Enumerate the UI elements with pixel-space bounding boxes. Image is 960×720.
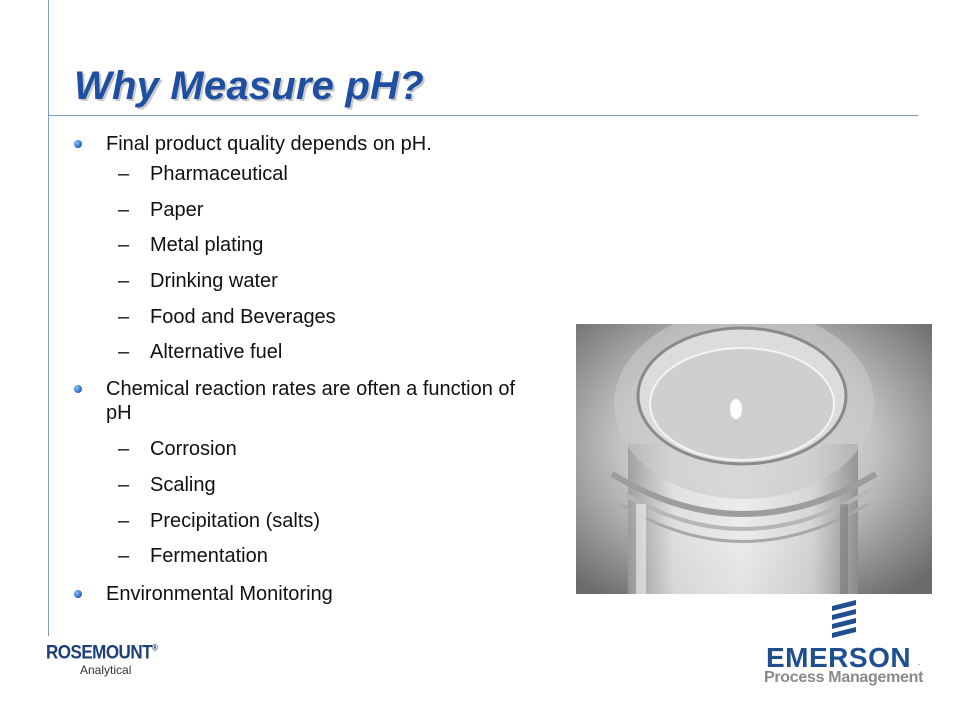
bullet-dot-icon: [74, 385, 82, 393]
sub-bullet-text: Food and Beverages: [150, 305, 336, 328]
sub-bullet-item: [70, 503, 530, 539]
bullet-text: Chemical reaction rates are often a function of pH: [106, 378, 516, 425]
sub-bullet-text: Pharmaceutical: [150, 163, 288, 185]
vertical-rule: [48, 0, 49, 636]
sub-bullet-text: Alternative fuel: [150, 341, 283, 364]
sub-bullet-item: [70, 431, 530, 467]
sub-bullet-text: Scaling: [150, 473, 216, 496]
dash-icon: –: [118, 341, 130, 364]
sub-bullet-item: [70, 334, 530, 370]
emerson-emblem-icon: [826, 598, 862, 642]
sub-bullet-item: [70, 156, 530, 192]
bullet-text: Environmental Monitoring: [106, 582, 333, 605]
sub-bullet-item: [70, 227, 530, 263]
emerson-wordmark: EMERSON: [766, 642, 912, 673]
sub-bullet-text: Paper: [150, 198, 204, 221]
bullet-item: [70, 132, 530, 156]
bullet-dot-icon: [74, 140, 82, 148]
rosemount-wordmark: ROSEMOUNT®: [46, 641, 158, 663]
rosemount-logo: [46, 641, 166, 677]
dash-icon: –: [118, 270, 130, 293]
dash-icon: –: [118, 545, 130, 568]
glass-vial-icon: [576, 324, 932, 594]
dash-icon: –: [118, 234, 130, 257]
emerson-subtitle: Process Management: [764, 669, 924, 686]
sub-bullet-text: Metal plating: [150, 234, 264, 257]
sub-bullet-text: Precipitation (salts): [150, 509, 321, 532]
page-title: Why Measure pH?: [74, 64, 424, 108]
bullet-text: Final product quality depends on pH.: [106, 133, 432, 155]
sub-bullet-text: Drinking water: [150, 270, 278, 293]
bullet-dot-icon: [74, 590, 82, 598]
bullet-list: [70, 128, 530, 606]
sub-bullet-text: Fermentation: [150, 545, 268, 568]
vial-photo: [576, 324, 932, 594]
rosemount-subtitle: Analytical: [80, 663, 132, 677]
bullet-item: [70, 582, 530, 606]
dash-icon: –: [118, 163, 130, 185]
title-underline: [48, 115, 918, 116]
sub-bullet-text: Corrosion: [150, 438, 237, 461]
sub-bullet-item: [70, 538, 530, 574]
sub-bullet-item: [70, 299, 530, 335]
dash-icon: –: [118, 198, 130, 221]
dash-icon: –: [118, 438, 130, 461]
dash-icon: –: [118, 473, 130, 496]
sub-bullet-item: [70, 192, 530, 228]
dash-icon: –: [118, 509, 130, 532]
bullet-item: [70, 377, 530, 431]
emerson-trademark: .: [918, 658, 921, 667]
emerson-logo: [760, 596, 930, 690]
dash-icon: –: [118, 305, 130, 328]
sub-bullet-item: [70, 263, 530, 299]
sub-bullet-item: [70, 467, 530, 503]
